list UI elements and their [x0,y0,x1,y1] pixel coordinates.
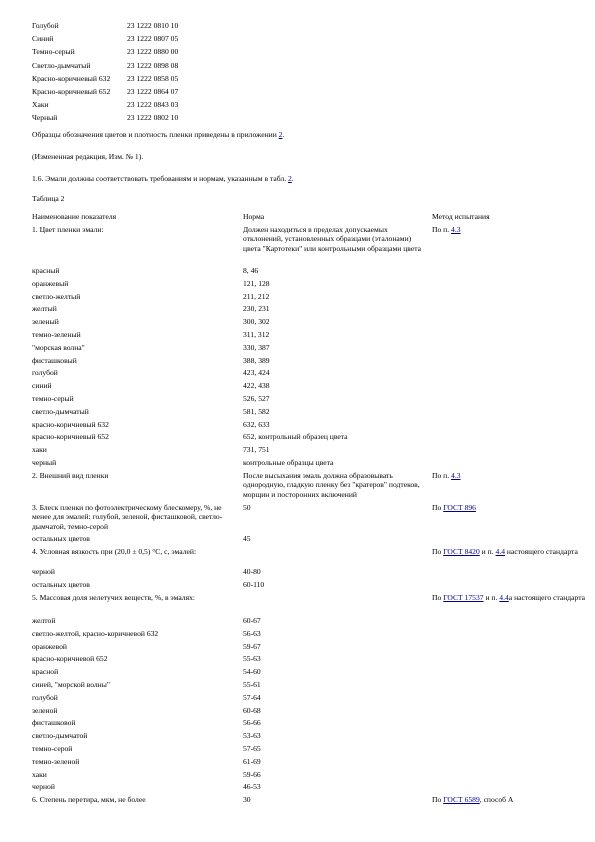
row3b-name: остальных цветов [32,534,90,543]
row1-method-text: По п. [432,225,452,234]
colors-value: 731, 751 [243,445,270,455]
row4-method-link2[interactable]: 4.4 [495,547,505,556]
codes-value: 23 1222 0864 07 [127,87,179,96]
row5items-name: красно-коричневой 652 [32,654,108,664]
colors-name: желтый [32,304,57,314]
row4items-name: остальных цветов [32,580,90,589]
row4-method-mid: и п. [479,547,496,556]
row5items-value: 59-66 [243,769,261,779]
codes-name: Красно-коричневый 632 [32,73,111,83]
colors-value: 632, 633 [243,419,270,429]
row2-method-link[interactable]: 4.3 [451,471,461,480]
colors-value: 300, 302 [243,317,270,327]
row5items-value: 53-63 [243,731,261,741]
row1-method-link[interactable]: 4.3 [451,225,461,234]
row5-name: 5. Массовая доля нелетучих веществ, %, в эмалях: [32,593,195,602]
colors-name: голубой [32,368,58,378]
row5items-value: 55-63 [243,654,261,664]
codes-name: Голубой [32,21,59,30]
codes-value: 23 1222 0880 00 [127,47,179,57]
row3-method-link[interactable]: ГОСТ 896 [443,503,476,512]
colors-value: 311, 312 [243,330,270,339]
row4-name: 4. Условная вязкость при (20,0 ± 0,5) °С, с, эмалей: [32,547,197,556]
row4-method-text: По [432,547,444,556]
row4items-value: 40-80 [243,567,261,576]
row5items-value: 59-67 [243,641,261,651]
row6-name: 6. Степень перетира, мкм, не более [32,795,146,804]
row5items-value: 61-69 [243,756,261,766]
codes-name: Светло-дымчатый [32,60,91,70]
row5items-value: 55-61 [243,680,261,689]
colors-name: хаки [32,445,47,455]
colors-name: красно-коричневый 652 [32,432,109,442]
row2-method [432,471,461,480]
row1-name: 1. Цвет пленки эмали: [32,225,104,234]
row6-method-text: По [432,795,444,804]
row6-method-tail: , способ А [479,795,514,804]
row3-method [432,503,476,512]
codes-value: 23 1222 0802 10 [127,113,179,123]
row5items-value: 57-64 [243,692,261,702]
samples-text: Образцы обозначения цветов и плотность пленки приведены в приложении [32,130,279,139]
row5items-name: черной [32,782,55,792]
row3b-norm: 45 [243,534,251,543]
row1-method [432,225,461,234]
row5-method-mid: и п. [483,593,500,602]
requirements-paragraph [32,174,294,183]
table-caption: Таблица 2 [32,194,65,203]
row6-norm: 30 [243,795,251,804]
row5items-value: 46-53 [243,782,261,792]
colors-name: темно-зеленый [32,330,81,339]
row3-method-text: По [432,503,444,512]
row4items-name: черной [32,567,55,576]
row5items-value: 56-63 [243,628,261,638]
table-2-link[interactable]: 2 [288,174,292,183]
colors-name: оранжевый [32,278,69,288]
samples-tail: . [282,130,285,139]
colors-name: фисташковый [32,355,77,365]
colors-value: 652, контрольный образец цвета [243,432,348,442]
codes-value: 23 1222 0858 05 [127,73,179,83]
row5items-name: зеленой [32,705,58,715]
row5items-name: желтой [32,616,56,625]
row2-norm: После высыхания эмаль должна образовывать однородную, гладкую пленку без "кратеров" подтеков, морщин и посторонних включений [243,471,420,499]
row5-method-text: По [432,593,444,602]
colors-value: 526, 527 [243,394,270,403]
row5items-name: фисташковой [32,718,76,728]
colors-value: 330, 387 [243,342,270,352]
header-indicator: Наименование показателя [32,212,117,221]
row2-method-text: По п. [432,471,452,480]
colors-name: "морская волна" [32,342,85,352]
row5-method-link[interactable]: ГОСТ 17537 [443,593,484,602]
colors-value: 121, 128 [243,278,270,288]
row6-method [432,795,513,804]
colors-value: 581, 582 [243,406,270,416]
colors-value: 8, 46 [243,266,259,275]
codes-name: Темно-серый [32,47,75,57]
codes-name: Красно-коричневый 652 [32,87,111,96]
header-method: Метод испытания [432,212,490,221]
samples-paragraph [32,130,284,139]
row5items-name: хаки [32,769,47,779]
colors-value: 230, 231 [243,304,270,314]
requirements-text: 1.6. Эмали должны соответствовать требованиям и нормам, указанным в табл. [32,174,288,183]
colors-name: зеленый [32,317,59,327]
row5items-value: 54-60 [243,667,261,677]
row5items-value: 56-66 [243,718,261,728]
codes-name: Синий [32,34,54,44]
colors-value: 211, 212 [243,291,270,301]
colors-name: красно-коричневый 632 [32,419,109,429]
codes-value: 23 1222 0843 03 [127,100,179,110]
row5items-name: синей, "морской волны" [32,680,110,689]
row5items-value: 57-65 [243,744,261,753]
colors-value: 423, 424 [243,368,270,378]
row5items-name: красной [32,667,59,677]
revision-note: (Измененная редакция, Изм. № 1). [32,152,144,161]
header-norm: Норма [243,212,265,221]
colors-value: 388, 389 [243,355,270,365]
row2-name: 2. Внешний вид пленки [32,471,109,480]
row5-method [432,593,592,602]
row5items-name: оранжевой [32,641,67,651]
colors-name: темно-серый [32,394,74,403]
colors-value: контрольные образцы цвета [243,458,334,467]
row5-method-link2[interactable]: 4.4 [499,593,509,602]
row4-method [432,547,592,556]
row5-method-tail: а настоящего стандарта [508,593,586,602]
colors-name: светло-дымчатый [32,406,89,416]
appendix-2-link[interactable]: 2 [278,130,283,139]
codes-value: 23 1222 0898 08 [127,60,179,70]
row1-norm: Должен находиться в пределах допускаемых отклонений, установленных образцами (эталонами) цвета "Картотеки" или контрольными образцами цвета [243,225,422,253]
row5items-name: голубой [32,692,58,702]
colors-name: светло-желтый [32,291,81,301]
row3-norm: 50 [243,503,251,512]
row5items-value: 60-67 [243,616,261,625]
codes-name: Черный [32,113,58,123]
row5items-name: светло-дымчатой [32,731,88,741]
row5items-name: темно-зеленой [32,756,80,766]
codes-value: 23 1222 0810 10 [127,21,179,30]
codes-value: 23 1222 0807 05 [127,34,179,44]
colors-name: синий [32,381,52,391]
row3-name: 3. Блеск пленки по фотоэлектрическому блескомеру, %, не менее для эмалей: голубой, зеленой, фисташковой, светло-дымчатой, темно-серой [32,503,223,531]
row5items-name: темно-серой [32,744,73,753]
requirements-tail: . [291,174,294,183]
row4-method-tail: настоящего стандарта [505,547,578,556]
colors-name: красный [32,266,60,275]
row5items-name: светло-желтой, красно-коричневой 632 [32,628,159,638]
row6-method-link[interactable]: ГОСТ 6589 [443,795,480,804]
row5items-value: 60-68 [243,705,261,715]
codes-name: Хаки [32,100,49,110]
colors-name: черный [32,458,57,467]
row4items-value: 60-110 [243,580,265,589]
colors-value: 422, 438 [243,381,270,391]
row4-method-link[interactable]: ГОСТ 8420 [443,547,480,556]
